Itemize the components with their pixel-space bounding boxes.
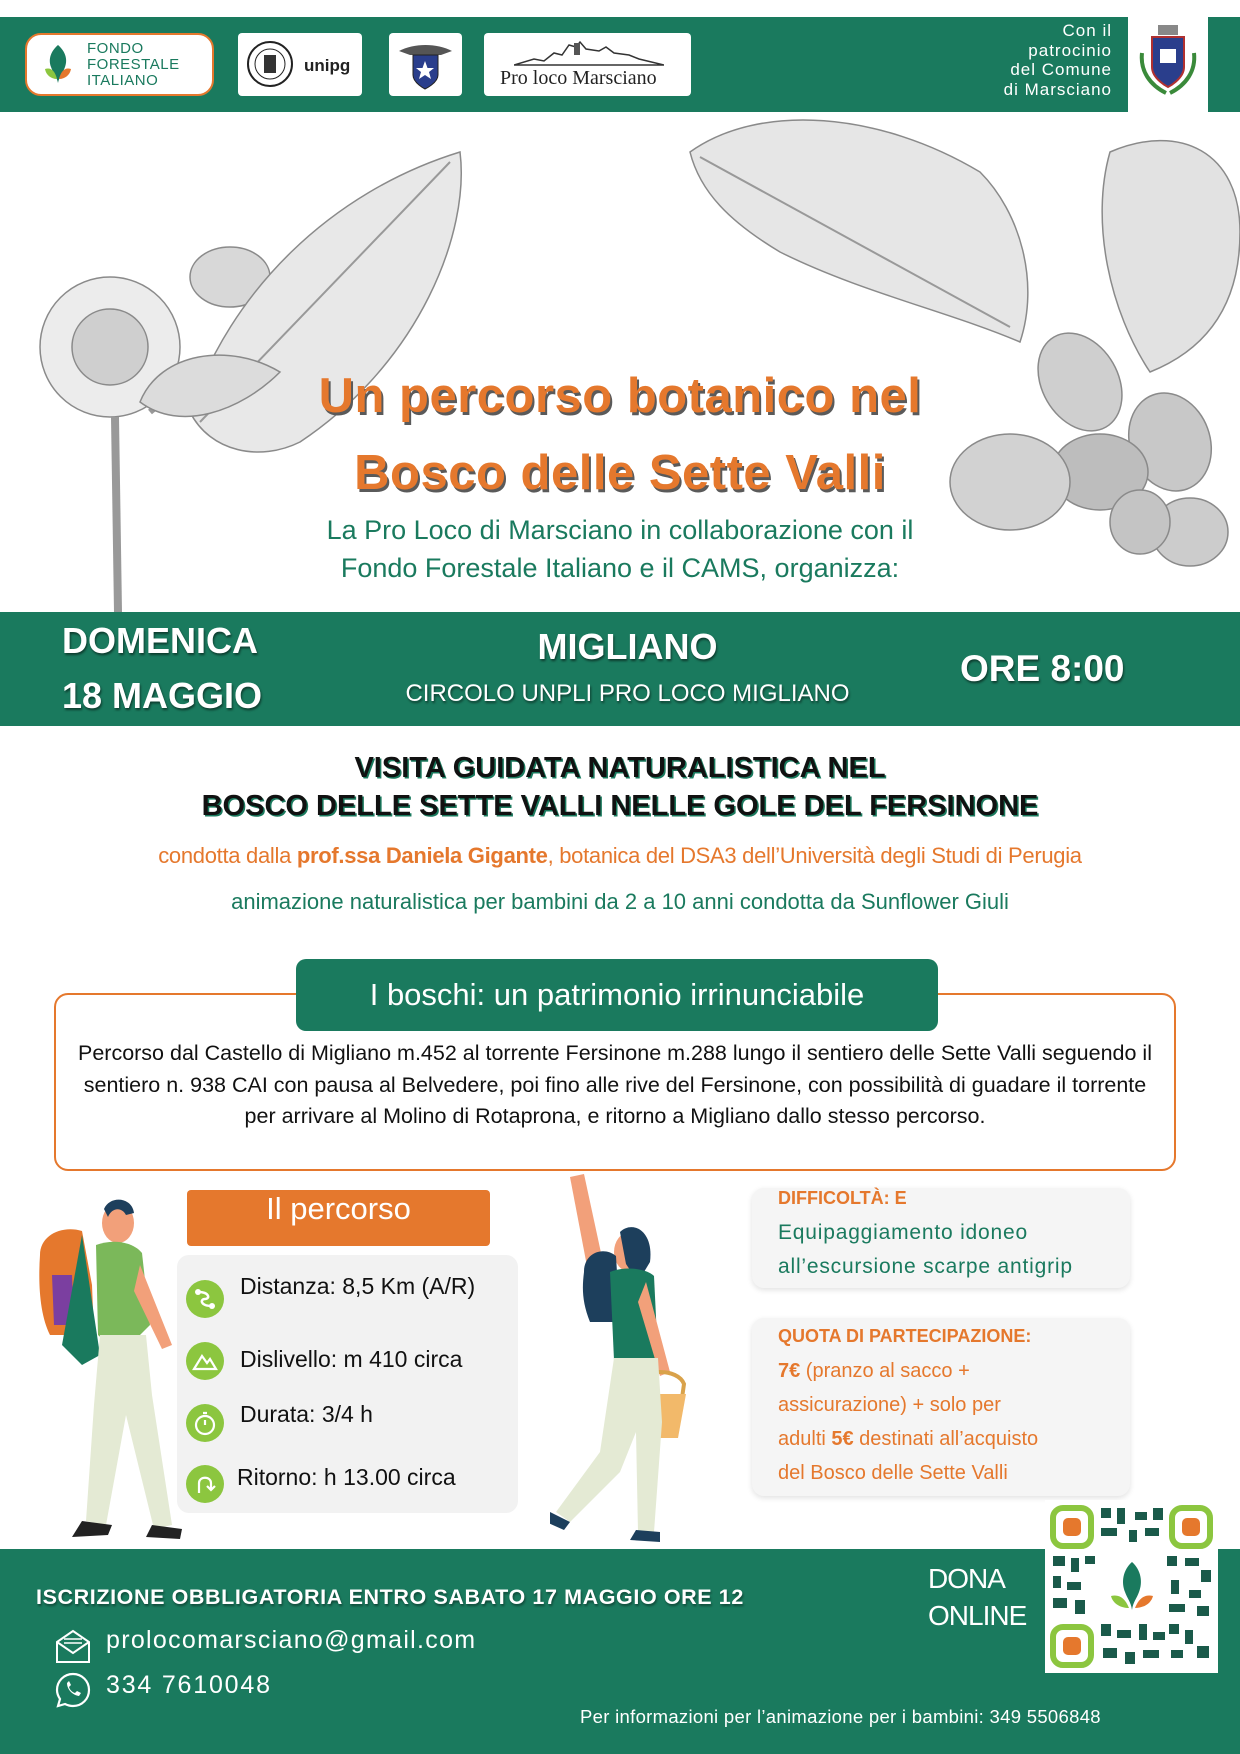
kids-animation-line: animazione naturalistica per bambini da 2 a 10 anni condotta da Sunflower Giuli	[231, 889, 1009, 914]
difficulty-heading: DIFFICOLTÀ: E	[778, 1188, 907, 1208]
quota-line3: adulti 5€ destinati all’acquisto	[778, 1428, 1039, 1450]
stat-durata: Durata: 3/4 h	[240, 1401, 373, 1427]
cai-logo	[389, 33, 462, 96]
proloco-logo-text: Pro loco Marsciano	[500, 67, 657, 89]
main-title-line2: Bosco delle Sette Valli	[354, 446, 886, 500]
comune-marsciano-crest	[1128, 17, 1208, 112]
whatsapp-icon	[54, 1671, 92, 1709]
difficulty-line1: Equipaggiamento idoneo	[778, 1221, 1028, 1244]
proloco-marsciano-logo	[484, 33, 691, 96]
stat-ritorno: Ritorno: h 13.00 circa	[237, 1464, 456, 1490]
oak-leaf-icon	[35, 41, 81, 87]
event-day: DOMENICA	[62, 620, 258, 661]
event-date: 18 MAGGIO	[62, 675, 263, 716]
guide-line: condotta dalla prof.ssa Daniela Gigante, botanica del DSA3 dell’Università degli Studi di Perugia	[158, 843, 1082, 868]
quota-line1: 7€ (pranzo al sacco +	[778, 1360, 970, 1382]
donate-online-label[interactable]: DONA ONLINE	[928, 1563, 1027, 1631]
return-arrow-icon	[186, 1465, 224, 1503]
contact-email[interactable]: prolocomarsciano@gmail.com	[106, 1626, 477, 1654]
percorso-heading: Il percorso	[187, 1190, 490, 1246]
visit-title-line1: VISITA GUIDATA NATURALISTICA NEL	[354, 752, 886, 784]
patrocinio-text: Con il patrocinio del Comune di Marsciano	[1003, 21, 1112, 99]
event-venue: CIRCOLO UNPLI PRO LOCO MIGLIANO	[405, 680, 850, 707]
contact-phone[interactable]: 334 7610048	[106, 1671, 272, 1699]
mountain-icon	[186, 1342, 224, 1380]
registration-deadline: ISCRIZIONE OBBLIGATORIA ENTRO SABATO 17 MAGGIO ORE 12	[36, 1585, 744, 1609]
fondo-forestale-logo-text: FONDO FORESTALE ITALIANO	[87, 40, 180, 89]
stopwatch-icon	[186, 1404, 224, 1442]
mail-icon	[54, 1628, 92, 1666]
quota-heading: QUOTA DI PARTECIPAZIONE:	[778, 1326, 1032, 1346]
route-icon	[186, 1280, 224, 1318]
unipg-text: unipg	[304, 56, 351, 75]
event-place: MIGLIANO	[537, 626, 718, 667]
fondo-forestale-logo	[25, 33, 214, 96]
guide-name: prof.ssa Daniela Gigante	[296, 843, 548, 868]
unipg-logo	[238, 33, 362, 96]
stat-dislivello: Dislivello: m 410 circa	[240, 1346, 463, 1372]
hiker-woman-illustration	[550, 1172, 760, 1552]
route-description-text: Percorso dal Castello di Migliano m.452 al torrente Fersinone m.288 lungo il sentiero delle Sette Valli seguendo il sentiero n. 938 CAI con pausa al Belvedere, poi fino alle rive del Fersinone, con possibilità di guadare il torrente per arrivare al Molino di Rotaprona, e ritorno a Migliano dallo stesso percorso.	[77, 1041, 1152, 1128]
kids-info-phone: Per informazioni per l’animazione per i bambini: 349 5506848	[580, 1706, 1101, 1727]
donation-qr-code[interactable]	[1045, 1500, 1218, 1673]
visit-title-line2: BOSCO DELLE SETTE VALLI NELLE GOLE DEL FERSINONE	[201, 790, 1039, 822]
main-title-line1: Un percorso botanico nel	[318, 369, 922, 423]
quota-line4: del Bosco delle Sette Valli	[778, 1462, 1008, 1484]
boschi-heading: I boschi: un patrimonio irrinunciabile	[296, 959, 938, 1031]
difficulty-line2: all’escursione scarpe antigrip	[778, 1255, 1073, 1278]
stat-distanza: Distanza: 8,5 Km (A/R)	[240, 1273, 476, 1299]
hiker-man-illustration	[22, 1195, 202, 1550]
subtitle-line2: Fondo Forestale Italiano e il CAMS, organizza:	[340, 553, 900, 583]
quota-line2: assicurazione) + solo per	[778, 1394, 1001, 1416]
event-time: ORE 8:00	[960, 648, 1125, 689]
subtitle-line1: La Pro Loco di Marsciano in collaborazione con il	[326, 515, 914, 545]
